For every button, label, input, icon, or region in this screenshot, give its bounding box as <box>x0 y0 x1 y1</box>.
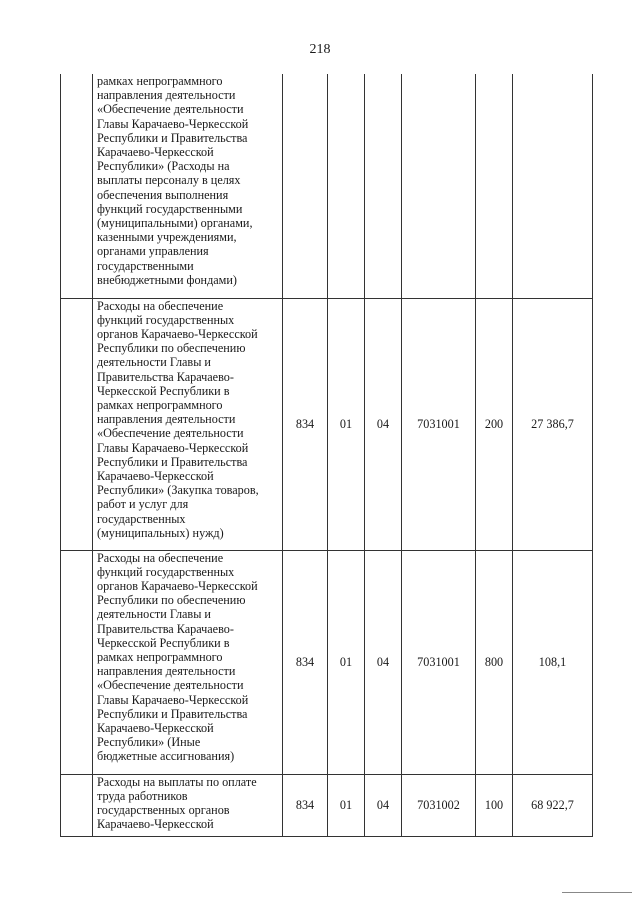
amount <box>513 74 593 298</box>
subsection-code: 04 <box>365 298 402 550</box>
amount: 68 922,7 <box>513 774 593 836</box>
subsection-code: 04 <box>365 774 402 836</box>
expense-type-code: 100 <box>476 774 513 836</box>
section-code: 01 <box>328 774 365 836</box>
budget-table <box>60 74 593 837</box>
row-number-cell <box>61 774 93 836</box>
table-row <box>61 74 593 298</box>
expense-type-code: 200 <box>476 298 513 550</box>
amount: 27 386,7 <box>513 298 593 550</box>
table-row <box>61 550 593 774</box>
table-row <box>61 774 593 836</box>
subsection-code <box>365 74 402 298</box>
target-article-code <box>402 74 476 298</box>
row-number-cell <box>61 298 93 550</box>
expense-description: Расходы на обеспечение функций государственных органов Карачаево-Черкесской Республики по обеспечению деятельности Главы и Правительства Карачаево- Черкесской Республики в рамках непрограммного направления деятельности «Обеспечение деятельности Главы Карачаево-Черкесской Республики и Правительства Карачаево-Черкесской Республики» (Закупка товаров, работ и услуг для государственных (муниципальных) нужд) <box>93 298 283 550</box>
expense-description: рамках непрограммного направления деятельности «Обеспечение деятельности Главы Карачаево-Черкесской Республики и Правительства Карачаево-Черкесской Республики» (Расходы на выплаты персоналу в целях обеспечения выполнения функций государственными (муниципальными) органами, казенными учреждениями, органами управления государственными внебюджетными фондами) <box>93 74 283 298</box>
ministry-code: 834 <box>283 550 328 774</box>
ministry-code <box>283 74 328 298</box>
ministry-code: 834 <box>283 298 328 550</box>
expense-description: Расходы на обеспечение функций государственных органов Карачаево-Черкесской Республики по обеспечению деятельности Главы и Правительства Карачаево- Черкесской Республики в рамках непрограммного направления деятельности «Обеспечение деятельности Главы Карачаево-Черкесской Республики и Правительства Карачаево-Черкесской Республики» (Иные бюджетные ассигнования) <box>93 550 283 774</box>
target-article-code: 7031001 <box>402 550 476 774</box>
target-article-code: 7031002 <box>402 774 476 836</box>
subsection-code: 04 <box>365 550 402 774</box>
expense-type-code <box>476 74 513 298</box>
amount: 108,1 <box>513 550 593 774</box>
row-number-cell <box>61 74 93 298</box>
expense-description: Расходы на выплаты по оплате труда работников государственных органов Карачаево-Черкесской <box>93 774 283 836</box>
table-row <box>61 298 593 550</box>
section-code <box>328 74 365 298</box>
ministry-code: 834 <box>283 774 328 836</box>
row-number-cell <box>61 550 93 774</box>
page-number: 218 <box>309 42 331 57</box>
section-code: 01 <box>328 298 365 550</box>
footer-rule <box>562 892 632 893</box>
expense-type-code: 800 <box>476 550 513 774</box>
section-code: 01 <box>328 550 365 774</box>
target-article-code: 7031001 <box>402 298 476 550</box>
